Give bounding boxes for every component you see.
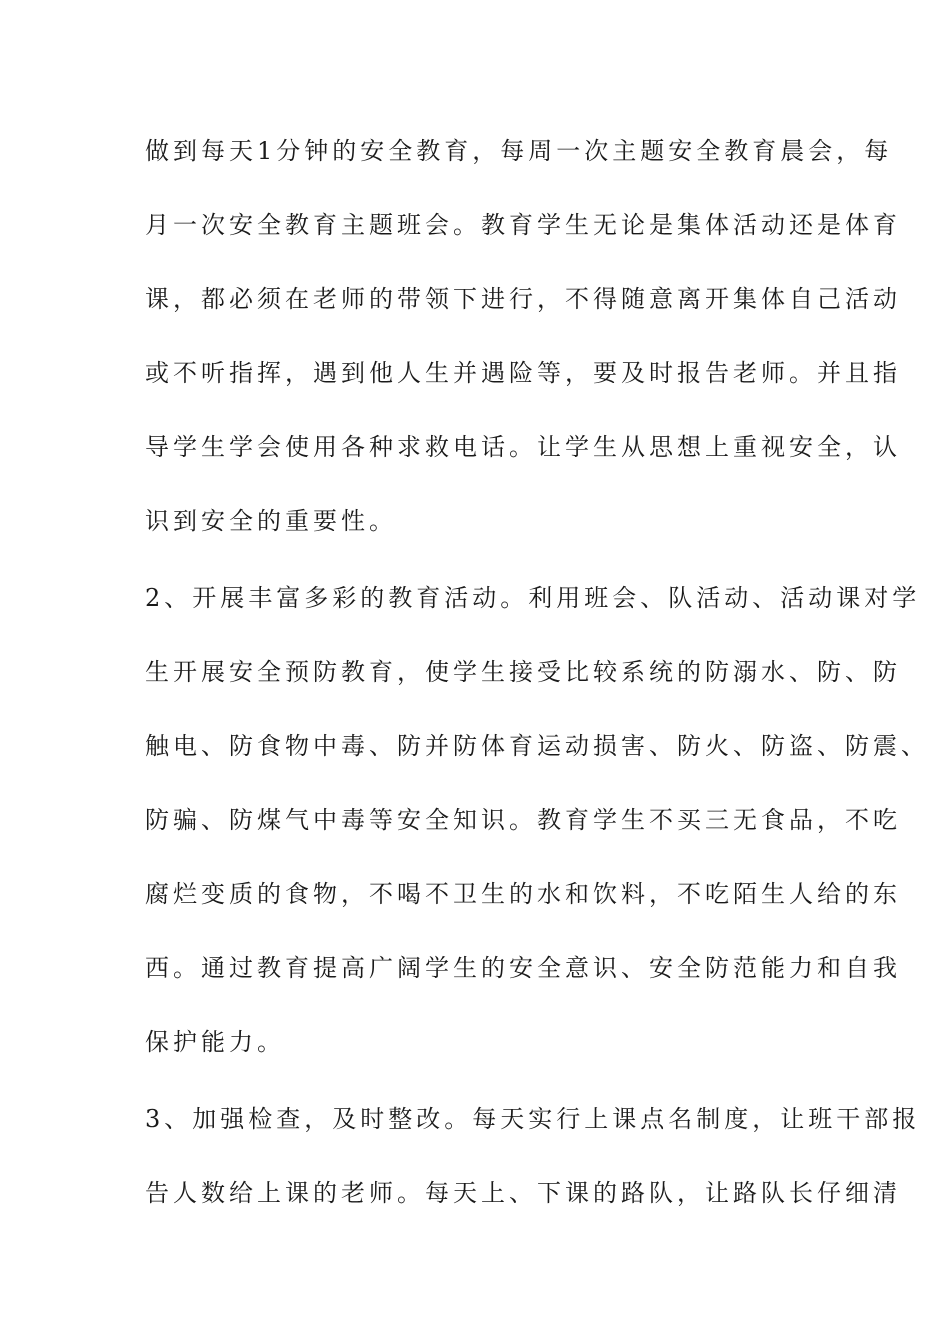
text-line: 课，都必须在老师的带领下进行，不得随意离开集体自己活动 xyxy=(145,285,901,313)
text-line: 西。通过教育提高广阔学生的安全意识、安全防范能力和自我 xyxy=(145,954,901,982)
text-line: 告人数给上课的老师。每天上、下课的路队，让路队长仔细清 xyxy=(145,1179,901,1207)
text-line: 识到安全的重要性。 xyxy=(145,507,397,535)
text-line: 或不听指挥，遇到他人生并遇险等，要及时报告老师。并且指 xyxy=(145,359,901,387)
text-line: 触电、防食物中毒、防并防体育运动损害、防火、防盗、防震、 xyxy=(145,732,929,760)
text-line: 腐烂变质的食物，不喝不卫生的水和饮料，不吃陌生人给的东 xyxy=(145,880,901,908)
text-line: 2、开展丰富多彩的教育活动。利用班会、队活动、活动课对学 xyxy=(145,584,921,612)
text-line: 保护能力。 xyxy=(145,1028,285,1056)
text-line: 防骗、防煤气中毒等安全知识。教育学生不买三无食品，不吃 xyxy=(145,806,901,834)
text-line: 3、加强检查，及时整改。每天实行上课点名制度，让班干部报 xyxy=(145,1105,921,1133)
text-line: 月一次安全教育主题班会。教育学生无论是集体活动还是体育 xyxy=(145,211,901,239)
text-line: 做到每天1分钟的安全教育，每周一次主题安全教育晨会，每 xyxy=(145,137,893,165)
text-line: 生开展安全预防教育，使学生接受比较系统的防溺水、防、防 xyxy=(145,658,901,686)
text-line: 导学生学会使用各种求救电话。让学生从思想上重视安全，认 xyxy=(145,433,901,461)
